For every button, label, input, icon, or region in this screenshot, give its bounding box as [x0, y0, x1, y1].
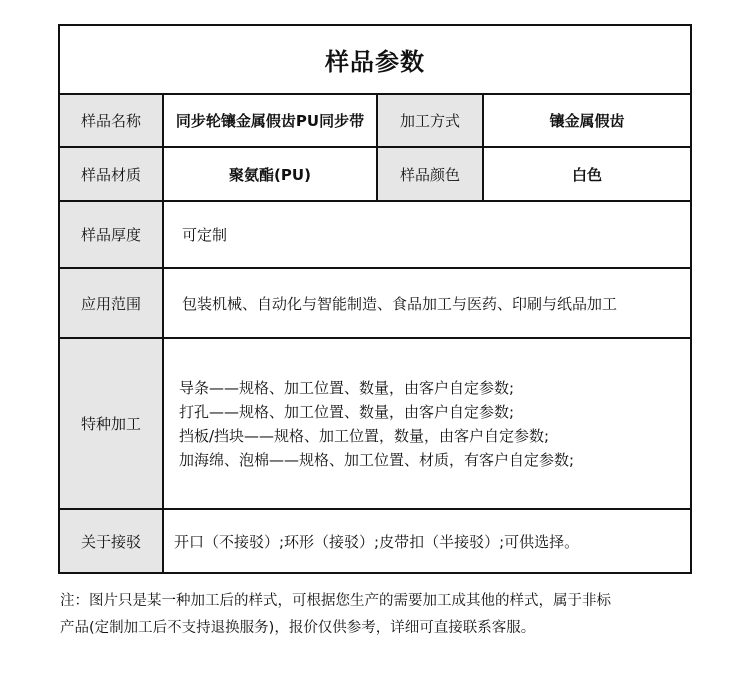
spec-table: [58, 24, 692, 574]
footnote-line-2: 产品(定制加工后不支持退换服务)，报价仅供参考，详细可直接联系客服。: [60, 620, 536, 636]
special-line-1: 导条——规格、加工位置、数量，由客户自定参数;: [179, 378, 515, 397]
label-special-processing: 特种加工: [60, 339, 164, 508]
value-application-range: 包装机械、自动化与智能制造、食品加工与医药、印刷与纸品加工: [182, 294, 618, 313]
table-row-material: [60, 148, 690, 202]
value-joint: 开口（不接驳）;环形（接驳）;皮带扣（半接驳）;可供选择。: [174, 532, 580, 551]
label-sample-material: 样品材质: [60, 148, 164, 200]
table-row-thickness: [60, 202, 690, 269]
label-joint: 关于接驳: [60, 510, 164, 572]
footnote: [60, 588, 700, 642]
table-row-joint: [60, 510, 690, 572]
table-row-name: [60, 95, 690, 148]
label-sample-color: 样品颜色: [378, 148, 484, 200]
table-row-application: [60, 269, 690, 339]
value-special-processing: [164, 339, 690, 508]
special-line-2: 打孔——规格、加工位置、数量，由客户自定参数;: [179, 402, 515, 421]
value-sample-color: 白色: [571, 165, 602, 184]
value-sample-thickness: 可定制: [182, 226, 228, 244]
value-processing-method: 镶金属假齿: [549, 112, 625, 130]
footnote-line-1: 注：图片只是某一种加工后的样式，可根据您生产的需要加工成其他的样式，属于非标: [60, 593, 611, 609]
label-sample-thickness: 样品厚度: [60, 202, 164, 267]
special-line-4: 加海绵、泡棉——规格、加工位置、材质，有客户自定参数;: [179, 450, 575, 469]
label-sample-name: 样品名称: [60, 95, 164, 146]
label-processing-method: 加工方式: [378, 95, 484, 146]
table-title: 样品参数: [60, 26, 690, 95]
value-sample-material: 聚氨酯(PU): [164, 148, 378, 200]
label-application-range: 应用范围: [60, 269, 164, 337]
special-line-3: 挡板/挡块——规格、加工位置，数量，由客户自定参数;: [179, 426, 550, 445]
value-sample-name: 同步轮镶金属假齿PU同步带: [164, 95, 378, 146]
table-row-special: [60, 339, 690, 510]
